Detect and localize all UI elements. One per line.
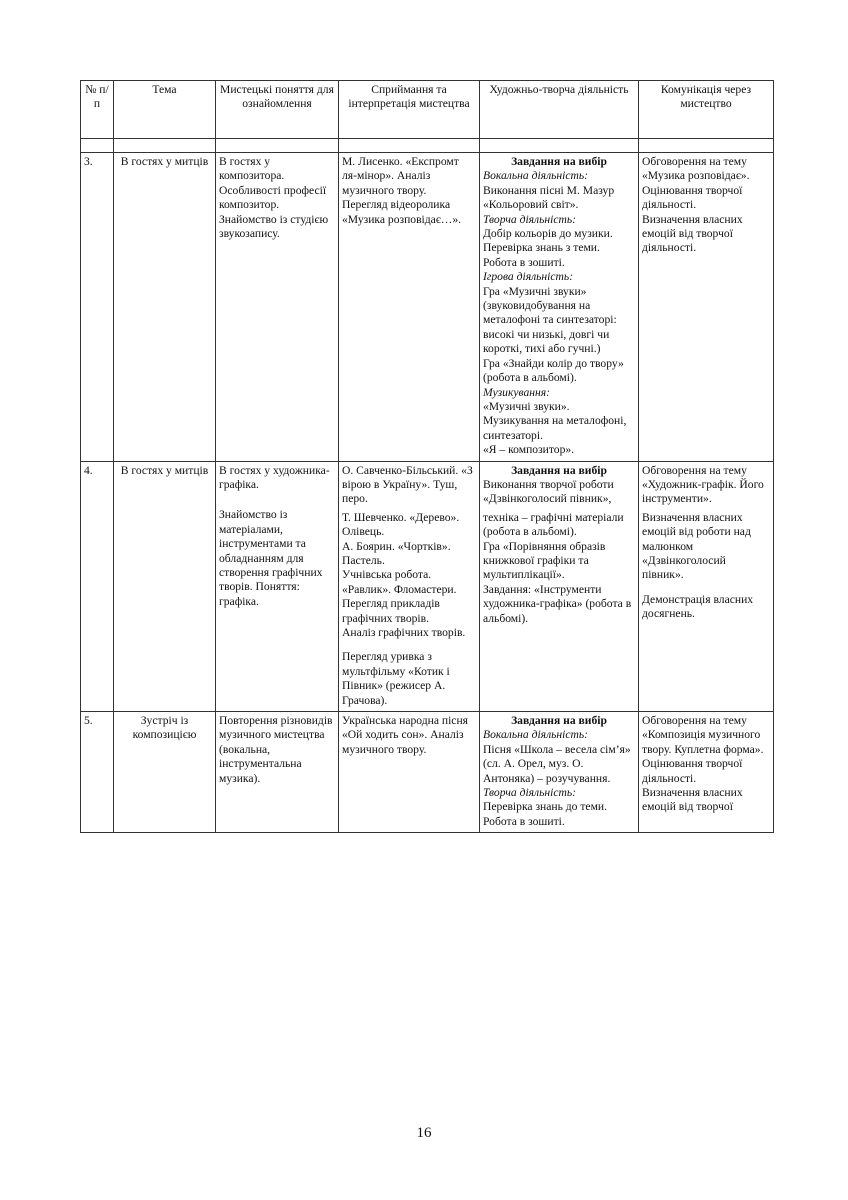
perception-text: Перегляд уривка з мультфільму «Котик і Півник» (режисер А. Грачова). <box>342 650 450 707</box>
activity-text: техніка – графічні матеріали (робота в альбомі). <box>483 510 624 539</box>
task-title: Завдання на вибір <box>511 463 607 477</box>
concepts-text: Повторення різновидів музичного мистецтва (вокальна, інструментальна музика). <box>219 714 333 785</box>
activity-text: Музикування на металофоні, синтезаторі. <box>483 414 627 442</box>
communication-text: Визначення власних емоцій від творчої <box>642 786 743 814</box>
perception-cell <box>339 153 480 462</box>
activity-text: Виконання пісні М. Мазур «Кольоровий світ». <box>483 183 615 212</box>
communication-text: Обговорення на тему «Художник-графік. Його інструменти». <box>642 463 764 506</box>
concepts-text: Особливості професії композитор. <box>219 183 327 212</box>
task-title: Завдання на вибір <box>511 714 607 728</box>
table-spacer-row <box>81 139 774 153</box>
perception-text: О. Савченко-Більський. «З вірою в Україну». Туш, перо. <box>342 463 473 506</box>
perception-text: Українська народна пісня «Ой ходить сон». Аналіз музичного твору. <box>342 714 468 756</box>
header-theme: Тема <box>114 81 216 139</box>
concepts-cell <box>216 461 339 712</box>
concepts-text: В гостях у композитора. <box>219 155 285 183</box>
perception-text: А. Боярин. «Чортків». Пастель. <box>342 539 451 567</box>
lesson-plan-table <box>80 80 774 833</box>
concepts-cell <box>216 712 339 833</box>
perception-text: Т. Шевченко. «Дерево». Олівець. <box>342 510 460 539</box>
activity-text: Добір кольорів до музики. <box>483 227 613 241</box>
activity-label: Творча діяльність: <box>483 786 577 800</box>
row-number: 4. <box>81 461 114 712</box>
table-row <box>81 461 774 712</box>
concepts-text: Знайомство із студією звукозапису. <box>219 212 329 241</box>
communication-text: Визначення власних емоцій від творчої діяльності. <box>642 212 743 255</box>
row-number: 3. <box>81 153 114 462</box>
communication-text: Демонстрація власних досягнень. <box>642 592 754 621</box>
perception-cell <box>339 461 480 712</box>
activity-text: «Я – композитор». <box>483 443 575 457</box>
header-perception: Сприймання та інтерпретація мистецтва <box>339 81 480 139</box>
table-row <box>81 712 774 833</box>
activity-label: Музикування: <box>483 385 551 399</box>
header-concepts: Мистецькі поняття для ознайомлення <box>216 81 339 139</box>
activity-label: Творча діяльність: <box>483 212 577 226</box>
row-theme: В гостях у митців <box>114 461 216 712</box>
activity-text: Перевірка знань до теми. Робота в зошиті. <box>483 800 608 828</box>
row-theme: В гостях у митців <box>114 153 216 462</box>
concepts-text: Знайомство із матеріалами, інструментами та обладнанням для створення графічних творів. Поняття: графіка. <box>219 508 323 608</box>
creative-cell <box>480 461 639 712</box>
activity-label: Вокальна діяльність: <box>483 728 589 742</box>
header-num: № п/п <box>81 81 114 139</box>
activity-text: «Музичні звуки». <box>483 399 570 413</box>
table-header-row <box>81 81 774 139</box>
perception-text: Перегляд прикладів графічних творів. <box>342 597 440 625</box>
activity-text: Гра «Порівняння образів книжкової графіки та мультиплікації». <box>483 539 606 582</box>
page-number: 16 <box>416 1125 432 1141</box>
perception-text: Аналіз графічних творів. <box>342 626 466 639</box>
perception-text: М. Лисенко. «Експромт ля-мінор». Аналіз музичного твору. <box>342 155 459 197</box>
activity-label: Ігрова діяльність: <box>483 270 574 284</box>
activity-text: Пісня «Школа – весела сім’я» (сл. А. Орел, муз. О. Антоняка) – розучування. <box>483 742 631 785</box>
task-title: Завдання на вибір <box>511 155 607 168</box>
row-theme: Зустріч із композицією <box>114 712 216 833</box>
activity-text: Перевірка знань з теми. Робота в зошиті. <box>483 241 600 269</box>
perception-text: Учнівська робота. «Равлик». Фломастери. <box>342 568 457 596</box>
communication-text: Обговорення на тему «Музика розповідає». <box>642 155 750 183</box>
communication-text: Обговорення на тему «Композиція музичного твору. Куплетна форма». <box>642 714 764 756</box>
communication-cell <box>639 461 774 712</box>
header-creative: Художньо-творча діяльність <box>480 81 639 139</box>
creative-cell <box>480 712 639 833</box>
perception-cell <box>339 712 480 833</box>
activity-label: Вокальна діяльність: <box>483 169 589 183</box>
activity-text: Завдання: «Інструменти художника-графіка» (робота в альбомі). <box>483 582 632 625</box>
communication-cell <box>639 153 774 462</box>
activity-text: Гра «Музичні звуки» (звуковидобування на металофоні та синтезаторі: високі чи низькі, довгі чи короткі, тихі або гучні.) <box>483 284 617 356</box>
communication-cell <box>639 712 774 833</box>
communication-text: Визначення власних емоцій від роботи над малюнком «Дзвінкоголосий півник». <box>642 510 751 582</box>
communication-text: Оцінювання творчої діяльності. <box>642 183 743 212</box>
communication-text: Оцінювання творчої діяльності. <box>642 757 743 785</box>
concepts-text: В гостях у художника-графіка. <box>219 463 330 491</box>
table-row <box>81 153 774 462</box>
creative-cell <box>480 153 639 462</box>
perception-text: Перегляд відеоролика «Музика розповідає…». <box>342 198 462 226</box>
activity-text: Виконання творчої роботи «Дзвінкоголосий півник», <box>483 477 614 506</box>
activity-text: Гра «Знайди колір до твору» (робота в альбомі). <box>483 356 624 385</box>
concepts-cell <box>216 153 339 462</box>
row-number: 5. <box>81 712 114 833</box>
header-communication: Комунікація через мистецтво <box>639 81 774 139</box>
